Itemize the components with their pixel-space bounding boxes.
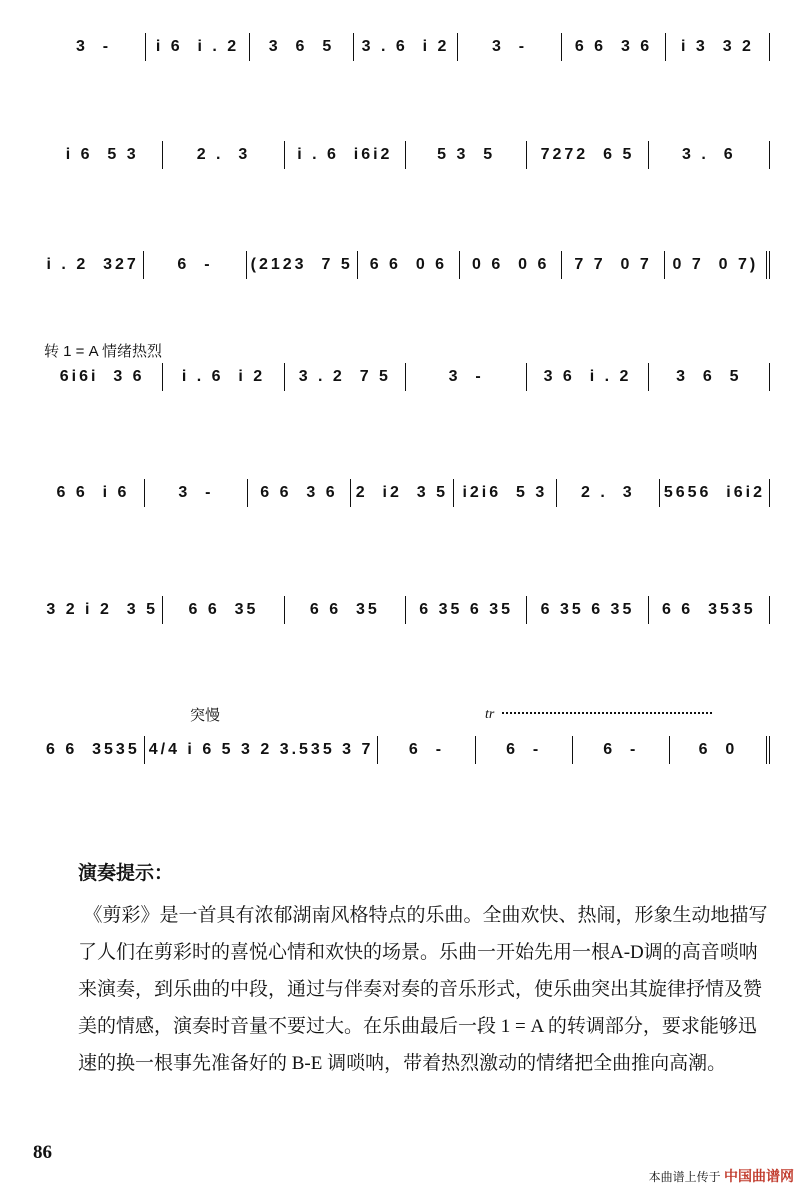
tips-heading: 演奏提示：	[78, 863, 174, 884]
score-line	[42, 595, 770, 625]
measure: 6 6 35	[163, 596, 284, 624]
measure: 3 -	[406, 363, 527, 391]
trill-mark: tr	[485, 707, 495, 722]
trill-line	[502, 712, 712, 718]
score-line	[42, 250, 770, 280]
measure: 3 . 6 i 2	[354, 33, 458, 61]
measure: 6 6 3535	[42, 736, 145, 764]
measure: 2 . 3	[163, 141, 284, 169]
measure: 6 0	[670, 736, 770, 764]
score-line	[42, 735, 770, 765]
measure: i . 2 327	[42, 251, 144, 279]
measure: 6 -	[476, 736, 573, 764]
measure: 6 35 6 35	[527, 596, 648, 624]
measure: 3 -	[145, 479, 248, 507]
measure: 7 7 0 7	[562, 251, 664, 279]
measure: 6 -	[573, 736, 670, 764]
measure: 3 . 2 7 5	[285, 363, 406, 391]
measure: 0 6 0 6	[460, 251, 562, 279]
measure: 0 7 0 7)	[665, 251, 770, 279]
watermark: 本曲谱上传于 中国曲谱网	[648, 1168, 794, 1184]
measure: 4/4 i 6 5 3 2 3.535 3 7	[145, 736, 379, 764]
measure: 6 6 i 6	[42, 479, 145, 507]
measure: 5 3 5	[406, 141, 527, 169]
measure: 6 -	[378, 736, 475, 764]
measure: 6 6 35	[285, 596, 406, 624]
measure: 7272 6 5	[527, 141, 648, 169]
measure: 6 6 3 6	[248, 479, 351, 507]
score-line	[42, 478, 770, 508]
measure: 3 6 5	[649, 363, 770, 391]
measure: 5656 i6i2	[660, 479, 770, 507]
measure: 2 i2 3 5	[351, 479, 454, 507]
measure: 3 2 i 2 3 5	[42, 596, 163, 624]
measure: 3 6 i . 2	[527, 363, 648, 391]
tempo-label: 突慢	[190, 707, 221, 724]
measure: 6i6i 3 6	[42, 363, 163, 391]
measure: 6 6 3535	[649, 596, 770, 624]
page-number: 86	[33, 1142, 52, 1163]
measure: i2i6 5 3	[454, 479, 557, 507]
measure: i 6 5 3	[42, 141, 163, 169]
measure: i . 6 i6i2	[285, 141, 406, 169]
measure: 3 . 6	[649, 141, 770, 169]
score-line	[42, 32, 770, 62]
key-change-label: 转 1 = A 情绪热烈	[44, 343, 162, 360]
measure: 3 -	[458, 33, 562, 61]
measure: i . 6 i 2	[163, 363, 284, 391]
measure: i 3 3 2	[666, 33, 770, 61]
measure: i 6 i . 2	[146, 33, 250, 61]
measure: 3 -	[42, 33, 146, 61]
measure: (2123 7 5	[247, 251, 358, 279]
tips-text: 《剪彩》是一首具有浓郁湖南风格特点的乐曲。全曲欢快、热闹，形象生动地描写了人们在剪彩时的喜悦心情和欢快的场景。乐曲一开始先用一根A-D调的高音唢呐来演奏，到乐曲的中段，通过与伴奏对奏的音乐形式，使乐曲突出其旋律抒情及赞美的情感，演奏时音量不要过大。在乐曲最后一段 1 = A 的转调部分，要求能够迅速的换一根事先准备好的 B-E 调唢呐，带着热烈激动的情绪把全曲推向高潮。	[74, 905, 768, 1074]
measure: 3 6 5	[250, 33, 354, 61]
score-line	[42, 362, 770, 392]
measure: 6 6 3 6	[562, 33, 666, 61]
measure: 6 35 6 35	[406, 596, 527, 624]
score-line	[42, 140, 770, 170]
measure: 6 6 0 6	[358, 251, 460, 279]
measure: 2 . 3	[557, 479, 660, 507]
measure: 6 -	[144, 251, 246, 279]
